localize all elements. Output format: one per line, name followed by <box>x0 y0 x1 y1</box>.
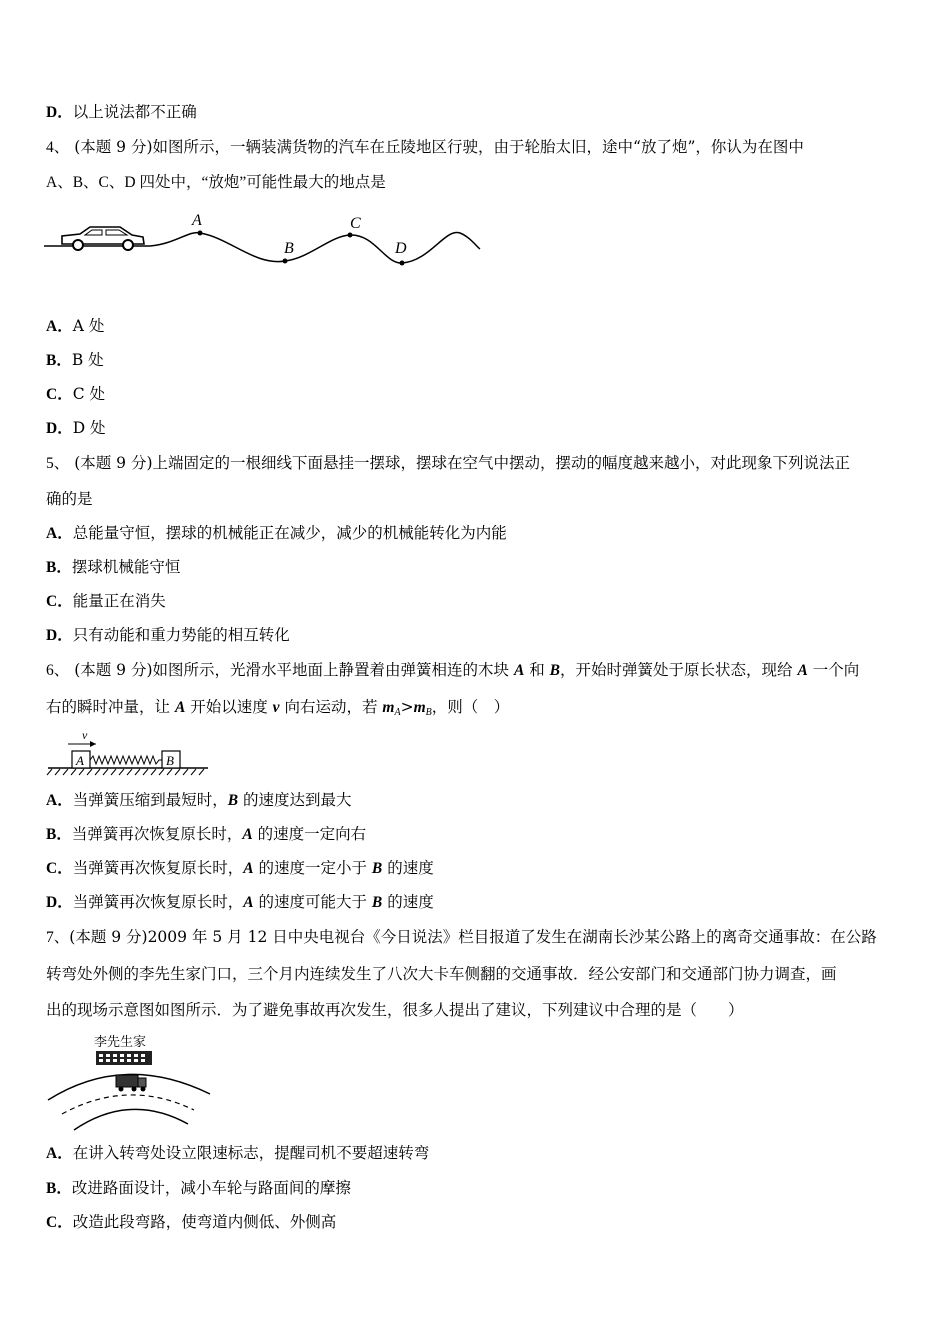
var-a: A <box>797 662 808 679</box>
q6-spring-blocks-figure <box>44 728 214 776</box>
house-icon <box>96 1051 152 1065</box>
option-text: 改进路面设计，减小车轮与路面间的摩擦 <box>71 1179 351 1197</box>
option-label: B． <box>46 826 72 843</box>
q6-option-d <box>46 892 434 913</box>
option-text: 能量正在消失 <box>72 592 166 610</box>
question-text: 一个向 <box>807 661 860 679</box>
option-label: B． <box>46 1180 72 1197</box>
q7-stem-line2 <box>46 964 837 984</box>
question-number: 4、 <box>46 139 70 156</box>
var: A <box>243 860 254 877</box>
question-text: 确的是 <box>46 490 93 508</box>
question-text: 右的瞬时冲量，让 <box>46 698 175 716</box>
question-text: 出的现场示意图如图所示．为了避免事故再次发生，很多人提出了建议，下列建议中合理的是（ ） <box>46 1001 744 1019</box>
q6-option-a <box>46 790 352 811</box>
question-text: 和 <box>524 661 550 679</box>
option-text: 以上说法都不正确 <box>72 103 197 121</box>
q5-stem-line1 <box>46 453 850 474</box>
point-d-label: D <box>395 240 407 257</box>
question-text: ，则（ ） <box>431 698 510 716</box>
q5-option-b <box>46 557 180 578</box>
q3-option-d <box>46 102 197 123</box>
q6-stem-line1 <box>46 660 859 681</box>
q7-option-c <box>46 1212 336 1233</box>
option-text: 的速度 <box>382 859 434 877</box>
option-text: 只有动能和重力势能的相互转化 <box>72 626 290 644</box>
q4-option-c <box>46 384 105 405</box>
q6-stem-line2 <box>46 697 509 723</box>
option-text: A 处 <box>72 317 105 335</box>
greater-than: > <box>400 698 414 716</box>
q4-option-b <box>46 350 104 371</box>
q6-option-b <box>46 824 366 845</box>
option-text: 当弹簧再次恢复原长时， <box>71 825 243 843</box>
option-label: A． <box>46 1145 73 1162</box>
option-label: C． <box>46 593 73 610</box>
var: B <box>371 894 383 911</box>
question-text: (本题 9 分)如图所示，光滑水平地面上静置着由弹簧相连的木块 <box>74 661 514 679</box>
option-text: C 处 <box>72 385 105 403</box>
option-label: B． <box>46 352 72 369</box>
question-text: 开始以速度 <box>185 698 273 716</box>
question-text: 向右运动，若 <box>279 698 383 716</box>
question-text: A、B、C、D 四处中，“放炮”可能性最大的地点是 <box>46 174 386 191</box>
question-number: 6、 <box>46 662 70 679</box>
option-label: A． <box>46 525 73 542</box>
q4-stem-line2 <box>46 173 386 193</box>
option-label: D． <box>46 420 73 437</box>
option-label: A． <box>46 318 73 335</box>
option-label: D． <box>46 104 73 121</box>
q6-option-c <box>46 858 434 879</box>
option-label: A． <box>46 792 73 809</box>
point-b-label: B <box>284 240 294 257</box>
option-text: 当弹簧压缩到最短时， <box>72 791 228 809</box>
question-text: ，开始时弹簧处于原长状态，现给 <box>560 661 798 679</box>
truck-icon <box>116 1075 146 1092</box>
q7-stem-line1 <box>46 927 877 948</box>
option-label: D． <box>46 627 73 644</box>
option-label: C． <box>46 860 73 877</box>
option-label: B． <box>46 559 72 576</box>
q5-option-d <box>46 625 290 646</box>
q5-stem-line2 <box>46 489 93 509</box>
option-text: 当弹簧再次恢复原长时， <box>72 859 244 877</box>
var: B <box>227 792 239 809</box>
point-a-label: A <box>192 212 202 229</box>
option-text: D 处 <box>72 419 106 437</box>
q4-option-d <box>46 418 106 439</box>
question-number: 5、 <box>46 455 70 472</box>
option-text: 总能量守恒，摆球的机械能正在减少，减少的机械能转化为内能 <box>72 524 507 542</box>
option-text: 在讲入转弯处设立限速标志，提醒司机不要超速转弯 <box>72 1144 430 1162</box>
q4-option-a <box>46 316 104 337</box>
option-text: 的速度一定小于 <box>253 859 372 877</box>
subscript-a: A <box>394 707 401 718</box>
q4-stem-line1 <box>46 137 804 158</box>
var-m: m <box>413 699 426 716</box>
q7-option-a <box>46 1143 429 1164</box>
question-text: 转弯处外侧的李先生家门口，三个月内连续发生了八次大卡车侧翻的交通事故．经公安部门和交通部门协力调查，画 <box>46 965 837 983</box>
house-label: 李先生家 <box>94 1035 147 1050</box>
velocity-label: v <box>82 728 88 742</box>
q5-option-a <box>46 523 507 544</box>
var: A <box>243 894 254 911</box>
option-text: 的速度一定向右 <box>252 825 367 843</box>
var: A <box>242 826 253 843</box>
block-a-label: A <box>76 753 84 768</box>
block-b-label: B <box>166 753 174 768</box>
question-text: (本题 9 分)2009 年 5 月 12 日中央电视台《今日说法》栏目报道了发生在湖南长沙某公路上的离奇交通事故：在公路 <box>69 928 877 946</box>
option-text: 改造此段弯路，使弯道内侧低、外侧高 <box>72 1213 337 1231</box>
q7-road-curve-figure <box>44 1032 216 1132</box>
subscript-b: B <box>425 707 432 718</box>
q5-option-c <box>46 591 166 612</box>
option-text: B 处 <box>71 351 104 369</box>
var-b: B <box>549 662 560 679</box>
var: B <box>371 860 383 877</box>
question-text: (本题 9 分)如图所示，一辆装满货物的汽车在丘陵地区行驶，由于轮胎太旧，途中“放了炮”，你认为在图中 <box>74 138 804 156</box>
option-text: 的速度达到最大 <box>238 791 352 809</box>
var-a: A <box>513 662 525 679</box>
option-text: 摆球机械能守恒 <box>71 558 181 576</box>
option-label: D． <box>46 894 73 911</box>
option-text: 的速度可能大于 <box>253 893 372 911</box>
q4-hill-road-figure <box>40 208 490 278</box>
option-label: C． <box>46 386 73 403</box>
point-c-label: C <box>350 215 361 232</box>
option-text: 的速度 <box>382 893 434 911</box>
var-v: v <box>272 699 280 716</box>
var-m: m <box>382 699 395 716</box>
option-label: C． <box>46 1214 73 1231</box>
spring <box>90 756 162 764</box>
option-text: 当弹簧再次恢复原长时， <box>72 893 244 911</box>
q7-option-b <box>46 1178 351 1199</box>
q7-stem-line3 <box>46 1000 744 1020</box>
var-a: A <box>174 699 186 716</box>
question-number: 7、 <box>46 929 70 946</box>
question-text: (本题 9 分)上端固定的一根细线下面悬挂一摆球，摆球在空气中摆动，摆动的幅度越来越小，对此现象下列说法正 <box>74 454 851 472</box>
